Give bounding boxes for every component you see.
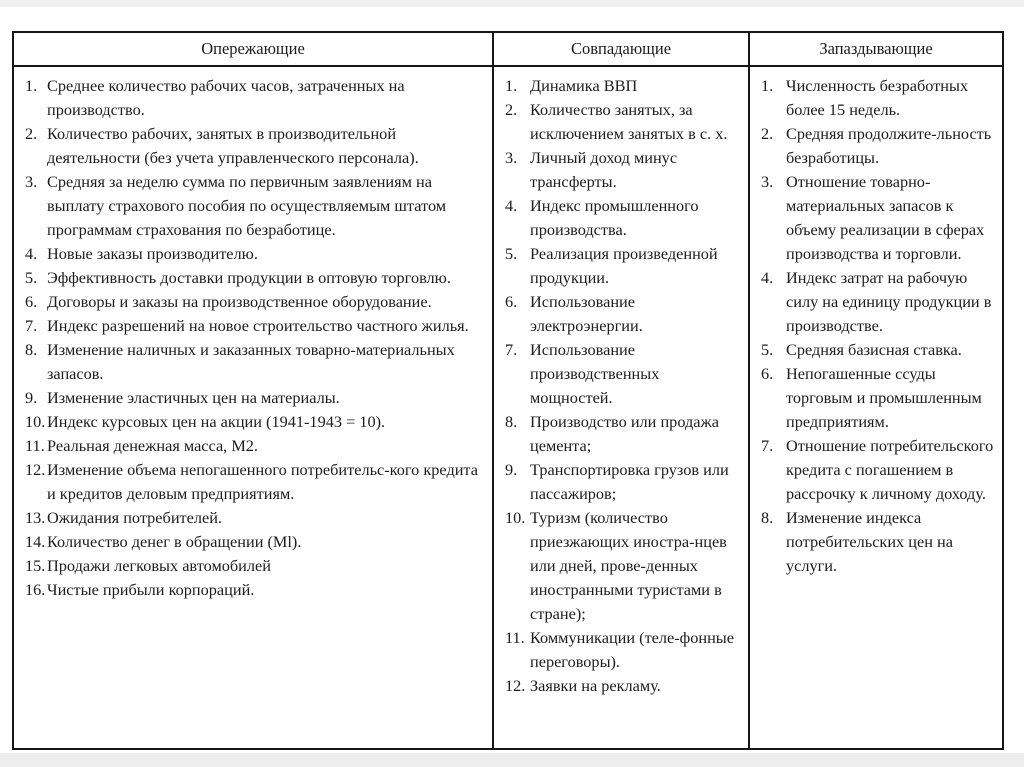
item-text: Транспортировка грузов или пассажиров; — [530, 460, 729, 503]
item-text: Средняя продолжите-льность безработицы. — [786, 124, 992, 167]
list-item — [25, 506, 487, 530]
item-number: 7. — [505, 340, 518, 359]
item-text: Ожидания потребителей. — [47, 508, 223, 527]
list-item — [761, 266, 997, 338]
coincident-indicators-list — [494, 67, 748, 748]
item-number: 3. — [505, 148, 518, 167]
list-item — [761, 122, 997, 170]
list-item — [505, 506, 743, 626]
item-text: Чистые прибыли корпораций. — [47, 580, 255, 599]
list-item — [25, 170, 487, 242]
list-item — [25, 434, 487, 458]
list-item — [505, 194, 743, 242]
item-text: Численность безработных более 15 недель. — [786, 76, 969, 119]
list-item — [505, 338, 743, 410]
list-item — [25, 386, 487, 410]
list-item — [505, 626, 743, 674]
item-number: 11. — [505, 628, 525, 647]
item-number: 1. — [25, 76, 38, 95]
item-text: Количество денег в обращении (Ml). — [47, 532, 302, 551]
item-number: 9. — [25, 388, 38, 407]
list-item — [505, 146, 743, 194]
page-margin-bottom — [0, 753, 1024, 767]
item-text: Индекс затрат на рабочую силу на единицу продукции в производстве. — [786, 268, 992, 335]
list-item — [761, 74, 997, 122]
list-item — [25, 554, 487, 578]
item-text: Изменение наличных и заказанных товарно-материальных запасов. — [47, 340, 455, 383]
item-text: Индекс разрешений на новое строительство частного жилья. — [47, 316, 469, 335]
item-number: 7. — [761, 436, 774, 455]
item-number: 2. — [25, 124, 38, 143]
list-item — [25, 314, 487, 338]
item-text: Индекс курсовых цен на акции (1941-1943 = 10). — [47, 412, 386, 431]
list-item — [761, 170, 997, 266]
item-number: 12. — [505, 676, 526, 695]
column-coincident — [492, 33, 748, 748]
leading-indicators-list — [14, 67, 492, 748]
item-text: Эффективность доставки продукции в оптовую торговлю. — [47, 268, 451, 287]
item-text: Изменение объема непогашенного потребительс-кого кредита и кредитов деловым предприятиям. — [47, 460, 478, 503]
item-text: Индекс промышленного производства. — [530, 196, 699, 239]
item-number: 9. — [505, 460, 518, 479]
column-header-lagging: Запаздывающие — [750, 33, 1002, 67]
item-text: Коммуникации (теле-фонные переговоры). — [530, 628, 734, 671]
item-number: 8. — [25, 340, 38, 359]
item-number: 3. — [25, 172, 38, 191]
item-text: Заявки на рекламу. — [530, 676, 661, 695]
item-text: Продажи легковых автомобилей — [47, 556, 271, 575]
list-item — [25, 338, 487, 386]
list-item — [505, 74, 743, 98]
column-header-coincident: Совпадающие — [494, 33, 748, 67]
list-item — [25, 530, 487, 554]
item-number: 3. — [761, 172, 774, 191]
item-number: 1. — [761, 76, 774, 95]
list-item — [25, 122, 487, 170]
column-lagging — [748, 33, 1002, 748]
item-text: Динамика ВВП — [530, 76, 638, 95]
item-text: Средняя базисная ставка. — [786, 340, 962, 359]
item-number: 1. — [505, 76, 518, 95]
item-number: 4. — [25, 244, 38, 263]
item-number: 5. — [25, 268, 38, 287]
item-number: 10. — [25, 412, 46, 431]
list-item — [505, 98, 743, 146]
list-item — [505, 290, 743, 338]
item-text: Средняя за неделю сумма по первичным заявлениям на выплату страхового пособия по осуществляемым штатом программам страхования по безработице. — [47, 172, 447, 239]
item-text: Использование производственных мощностей. — [530, 340, 660, 407]
item-number: 2. — [505, 100, 518, 119]
list-item — [505, 410, 743, 458]
list-item — [505, 242, 743, 290]
item-text: Личный доход минус трансферты. — [530, 148, 678, 191]
item-text: Использование электроэнергии. — [530, 292, 643, 335]
item-text: Договоры и заказы на производственное оборудование. — [47, 292, 432, 311]
item-number: 5. — [505, 244, 518, 263]
item-text: Производство или продажа цемента; — [530, 412, 719, 455]
list-item — [25, 242, 487, 266]
list-item — [25, 410, 487, 434]
list-item — [761, 338, 997, 362]
item-number: 11. — [25, 436, 45, 455]
item-number: 5. — [761, 340, 774, 359]
item-text: Реальная денежная масса, М2. — [47, 436, 259, 455]
list-item — [25, 290, 487, 314]
list-item — [761, 362, 997, 434]
list-item — [25, 458, 487, 506]
item-number: 6. — [505, 292, 518, 311]
item-number: 8. — [505, 412, 518, 431]
column-leading — [14, 33, 492, 748]
list-item — [25, 578, 487, 602]
item-text: Реализация произведенной продукции. — [530, 244, 718, 287]
item-number: 7. — [25, 316, 38, 335]
item-text: Непогашенные ссуды торговым и промышленным предприятиям. — [786, 364, 982, 431]
list-item — [761, 506, 997, 578]
item-text: Количество рабочих, занятых в производительной деятельности (без учета управленческого персонала). — [47, 124, 419, 167]
item-text: Новые заказы производителю. — [47, 244, 258, 263]
item-text: Изменение индекса потребительских цен на услуги. — [786, 508, 953, 575]
item-number: 14. — [25, 532, 46, 551]
item-number: 4. — [761, 268, 774, 287]
list-item — [25, 266, 487, 290]
indicators-table — [12, 31, 1004, 750]
item-text: Отношение потребительского кредита с погашением в рассрочку к личному доходу. — [786, 436, 994, 503]
item-text: Изменение эластичных цен на материалы. — [47, 388, 340, 407]
list-item — [505, 674, 743, 698]
list-item — [505, 458, 743, 506]
list-item — [25, 74, 487, 122]
item-text: Туризм (количество приезжающих иностра-нцев или дней, прове-денных иностранными туристами в стране); — [530, 508, 727, 623]
item-number: 13. — [25, 508, 46, 527]
item-number: 12. — [25, 460, 46, 479]
item-number: 6. — [25, 292, 38, 311]
item-number: 4. — [505, 196, 518, 215]
lagging-indicators-list — [750, 67, 1002, 748]
item-text: Количество занятых, за исключением занятых в с. х. — [530, 100, 728, 143]
item-number: 6. — [761, 364, 774, 383]
item-number: 16. — [25, 580, 46, 599]
item-number: 10. — [505, 508, 526, 527]
item-number: 8. — [761, 508, 774, 527]
item-number: 2. — [761, 124, 774, 143]
item-number: 15. — [25, 556, 46, 575]
list-item — [761, 434, 997, 506]
column-header-leading: Опережающие — [14, 33, 492, 67]
item-text: Среднее количество рабочих часов, затраченных на производство. — [47, 76, 405, 119]
item-text: Отношение товарно-материальных запасов к объему реализации в сферах производства и торговли. — [786, 172, 985, 263]
page-margin-top — [0, 0, 1024, 7]
